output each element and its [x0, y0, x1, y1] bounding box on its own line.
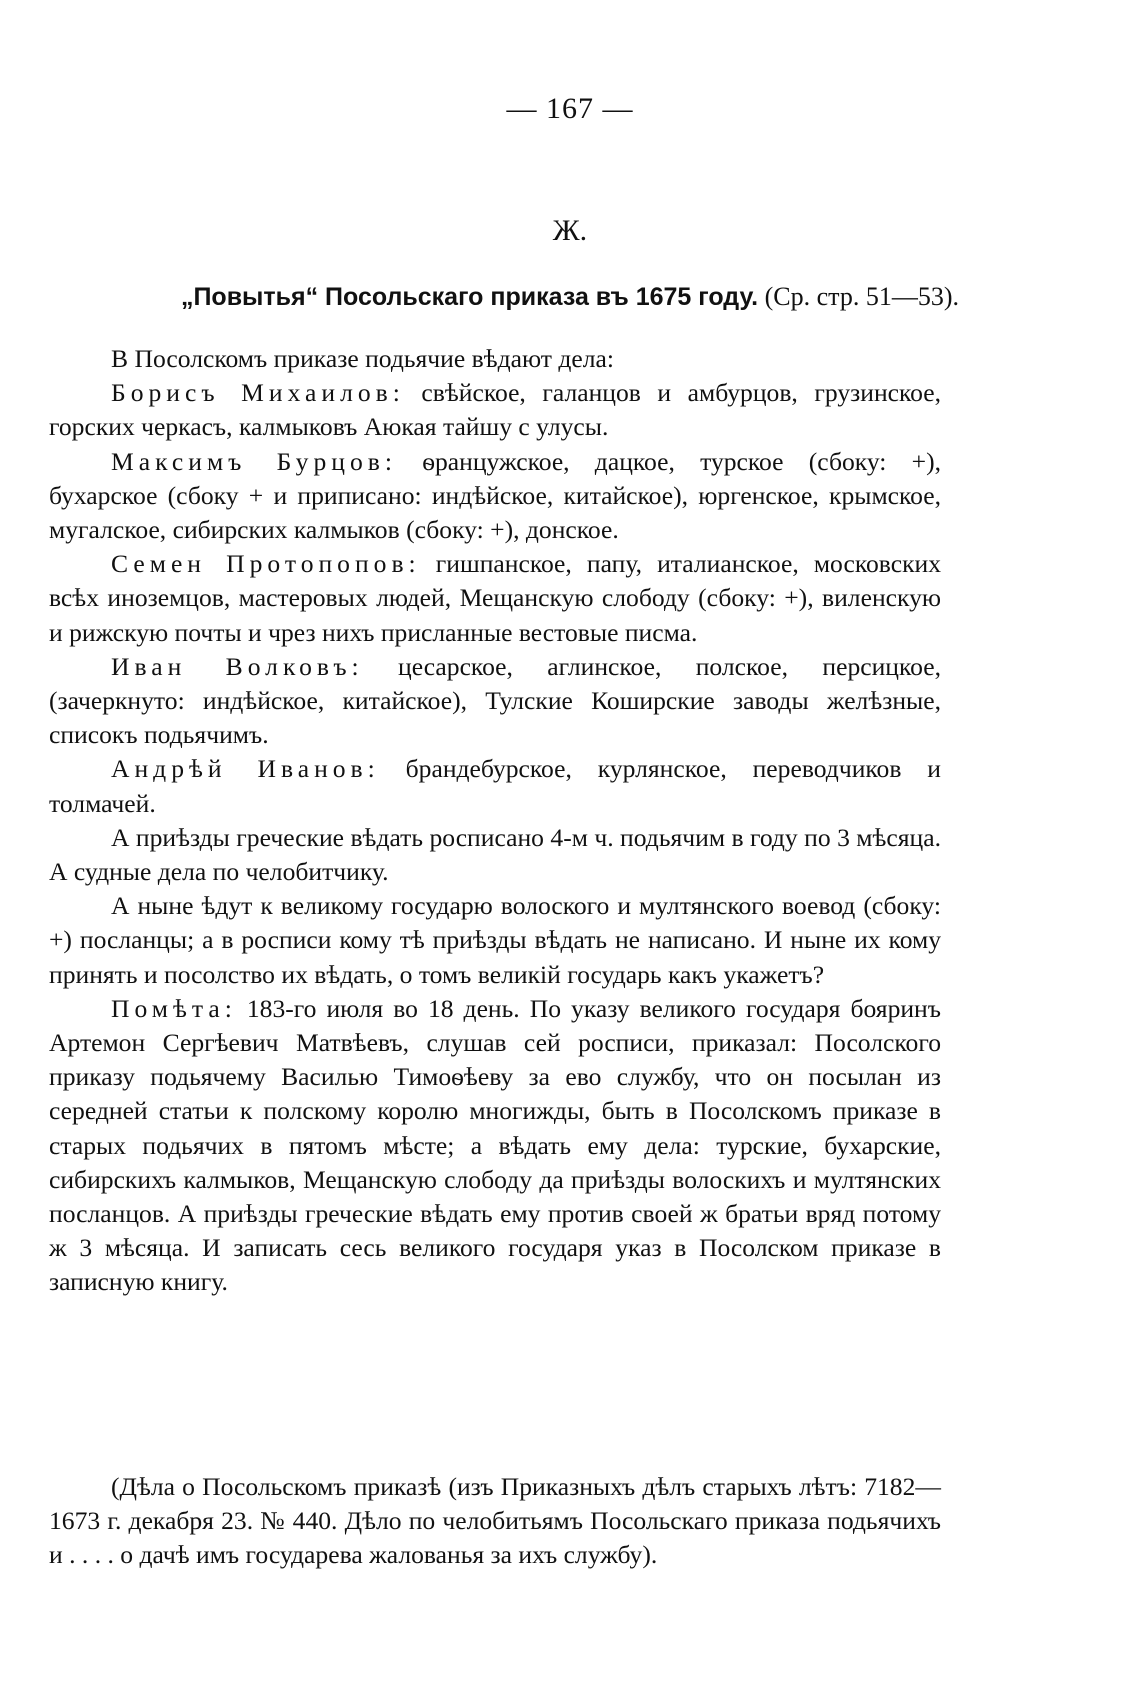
entry-paragraph [49, 445, 941, 548]
page-number: — 167 — [506, 92, 634, 125]
entry-paragraph [49, 547, 941, 650]
section-heading [80, 282, 1060, 312]
clerk-name: Иван Волковъ: [111, 651, 364, 681]
envoys-paragraph: А ныне ѣдут к великому государю волоского и мултянского воевод (сбоку: +) посланцы; а в росписи кому тѣ приѣзды вѣдать не написано. И ныне их кому принять и посолство их вѣдать, о томъ великій государь какъ укажетъ? [49, 891, 941, 989]
clerk-name: Максимъ Бурцов: [111, 446, 397, 476]
section-letter: Ж. [552, 214, 588, 247]
source-note-text: (Дѣла о Посольскомъ приказѣ (изъ Приказныхъ дѣлъ старыхъ лѣтъ: 7182—1673 г. декабря 23. № 440. Дѣло по челобитьямъ Посольскаго приказа подьячихъ и . . . . о дачѣ имъ государева жалованья за ихъ службу). [49, 1472, 941, 1569]
pometa-paragraph [49, 992, 941, 1300]
entry-paragraph [49, 376, 941, 444]
clerk-name: Андрѣй Иванов: [111, 754, 380, 784]
heading-title: „Повытья“ Посольскаго приказа въ 1675 году. [180, 283, 759, 311]
entry-text: цесарское, аглинское, полское, персицкое, (зачеркнуто: индѣйское, китайское), Тулские Коширские заводы желѣзные, списокъ подьячимъ. [49, 651, 941, 750]
entry-paragraph [49, 752, 941, 820]
entry-text: свѣйское, галанцов и амбурцов, грузинское, горских черкасъ, калмыковъ Аюкая тайшу с улусы. [49, 378, 941, 442]
entry-text: брандебурское, курлянское, переводчиков и толмачей. [49, 754, 941, 818]
document-body [49, 342, 941, 1300]
intro-paragraph: В Посолскомъ приказе подьячие вѣдают дела: [111, 344, 614, 373]
entry-text: ѳранцужское, дацкое, турское (сбоку: +), бухарское (сбоку + и приписано: индѣйское, китайское), юргенское, крымское, мугалское, сибирских калмыков (сбоку: +), донское. [49, 446, 941, 545]
heading-reference: (Ср. стр. 51—53). [764, 282, 960, 311]
greek-visits-paragraph: А приѣзды греческие вѣдать росписано 4-м ч. подьячим в году по 3 мѣсяца. А судные дела по челобитчику. [49, 822, 941, 887]
pometa-text: 183-го июля во 18 день. По указу великого государя бояринъ Артемон Сергѣевич Матвѣевъ, слушав сей росписи, приказал: Посолского приказу подьячему Василью Тимоѳѣеву за ево службу, что он посылан из середней статьи к полскому королю многижды, быть в Посолскомъ приказе в старых подьячих в пятомъ мѣсте; а вѣдать ему дела: турские, бухарские, сибирскихъ калмыков, Мещанскую слободу да приѣзды волоскихъ и мултянских посланцов. А приѣзды греческие вѣдать ему против своей ж братьи вряд потому ж 3 мѣсяца. И записать сесь великого государя указ в Посолском приказе в записную книгу. [49, 993, 941, 1297]
entry-paragraph [49, 650, 941, 753]
entry-text: гишпанское, папу, италианское, московских всѣх иноземцов, мастеровых людей, Мещанскую слободу (сбоку: +), виленскую и рижскую почты и чрез нихъ присланные вестовые писма. [49, 549, 942, 647]
clerk-name: Борисъ Михаилов: [111, 378, 405, 408]
source-note [49, 1470, 941, 1572]
clerk-name: Семен Протопопов: [111, 549, 421, 579]
pometa-label: Помѣта: [111, 993, 237, 1023]
